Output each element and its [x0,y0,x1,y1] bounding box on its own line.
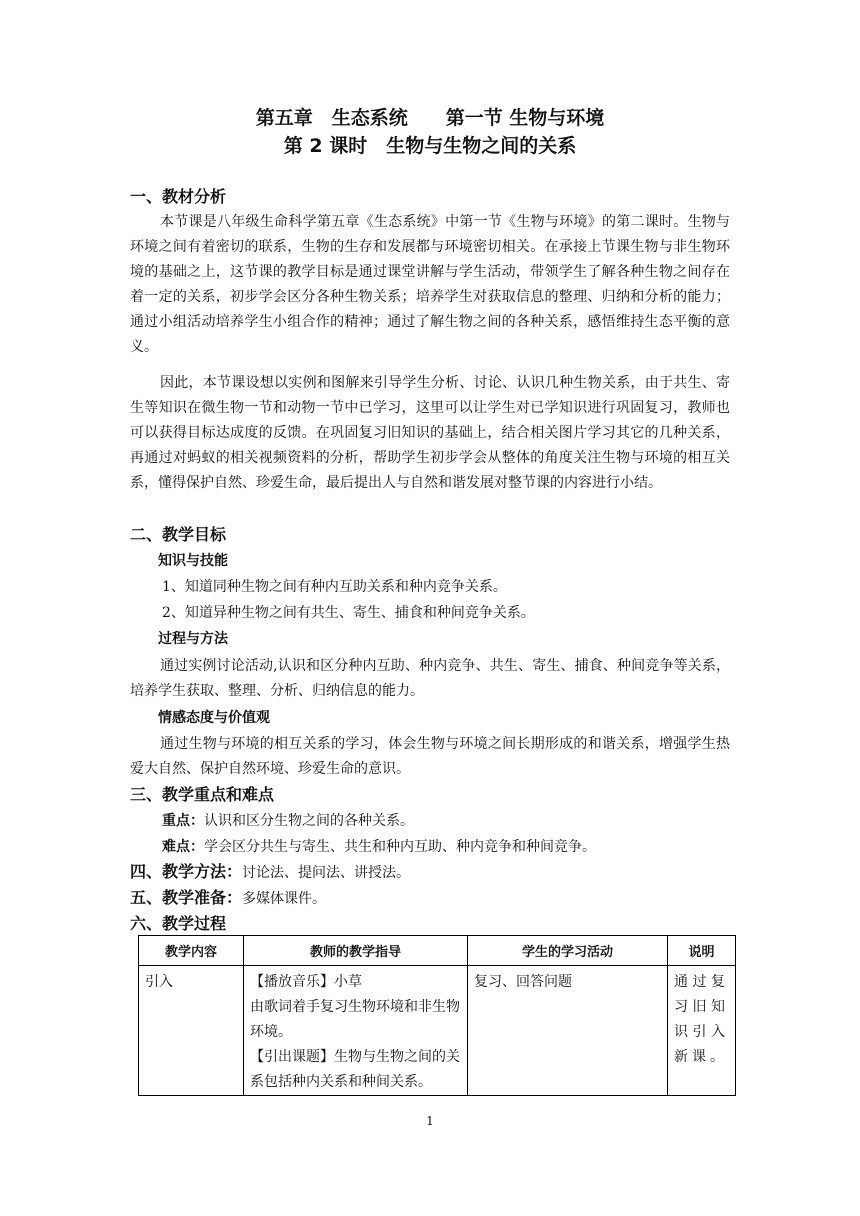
key-point-label: 重点： [162,813,204,829]
section-heading-methods [130,861,410,884]
chapter-title: 第五章 生态系统 第一节 生物与环境 [255,107,605,129]
difficult-point-text: 学会区分共生与寄生、共生和种内互助、种内竞争和种间竞争。 [204,839,596,855]
methods-label: 四、教学方法： [130,862,243,881]
page-number: 1 [426,1114,434,1128]
analysis-paragraph-1: 本节课是八年级生命科学第五章《生态系统》中第一节《生物与环境》的第二课时。生物与环境之间有着密切的联系，生物的生存和发展都与环境密切相关。在承接上节课生物与非生物环境的基础之上，这节课的教学目标是通过课堂讲解与学生活动，带领学生了解各种生物之间存在着一定的关系，初步学会区分各种生物关系；培养学生对获取信息的整理、归纳和分析的能力；通过小组活动培养学生小组合作的精神；通过了解生物之间的各种关系，感悟维持生态平衡的意义。 [130,214,730,355]
table-header-row [139,936,736,966]
analysis-paragraph-2: 因此，本节课设想以实例和图解来引导学生分析、讨论、认识几种生物关系，由于共生、寄生等知识在微生物一节和动物一节中已学习，这里可以让学生对已学知识进行巩固复习，教师也可以获得目标达成度的反馈。在巩固复习旧知识的基础上，结合相关图片学习其它的几种关系，再通过对蚂蚁的相关视频资料的分析，帮助学生初步学会从整体的角度关注生物与环境的相互关系，懂得保护自然、珍爱生命，最后提出人与自然和谐发展对整节课的内容进行小结。 [130,375,730,491]
key-point-text: 认识和区分生物之间的各种关系。 [204,813,414,829]
section-heading-keypoints: 三、教学重点和难点 [130,785,275,804]
teacher-line: 【播放音乐】小草 [250,974,362,990]
process-paragraph: 通过实例讨论活动,认识和区分种内互助、种内竞争、共生、寄生、捕食、种间竞争等关系，培养学生获取、整理、分析、归纳信息的能力。 [130,658,730,699]
objective-item-1: 1、知道同种生物之间有种内互助关系和种内竞争关系。 [162,579,507,595]
section-heading-analysis: 一、教材分析 [130,187,227,206]
subheading-knowledge: 知识与技能 [158,553,228,569]
table-row [139,966,736,1096]
column-header: 教学内容 [139,936,244,966]
teaching-process-table [138,935,736,1096]
column-header: 说明 [668,936,736,966]
emotion-paragraph: 通过生物与环境的相互关系的学习，体会生物与环境之间长期形成的和谐关系，增强学生热爱大自然、保护自然环境、珍爱生命的意识。 [130,736,730,777]
cell-note: 通过复习旧知识引入新课。 [668,966,736,1096]
cell-content: 引入 [139,966,244,1096]
cell-teacher [244,966,468,1096]
teacher-line: 由歌词着手复习生物环境和非生物环境。 [250,999,460,1040]
objective-item-2: 2、知道异种生物之间有共生、寄生、捕食和种间竞争关系。 [162,605,535,621]
methods-text: 讨论法、提问法、讲授法。 [242,865,411,881]
column-header: 学生的学习活动 [468,936,668,966]
subheading-emotion: 情感态度与价值观 [158,710,270,726]
column-header: 教师的教学指导 [244,936,468,966]
preparation-label: 五、教学准备： [130,888,243,907]
teacher-line: 【引出课题】生物与生物之间的关系包括种内关系和种间关系。 [250,1049,460,1090]
lesson-title: 第 2 课时 生物与生物之间的关系 [283,135,577,157]
subheading-process: 过程与方法 [158,631,228,647]
section-heading-process: 六、教学过程 [130,914,227,933]
key-point [162,810,414,832]
preparation-text: 多媒体课件。 [242,891,327,907]
difficult-point-label: 难点： [162,839,204,855]
cell-student: 复习、回答问题 [468,966,668,1096]
section-heading-preparation [130,887,326,910]
difficult-point [162,836,596,858]
section-heading-objectives: 二、教学目标 [130,525,227,544]
